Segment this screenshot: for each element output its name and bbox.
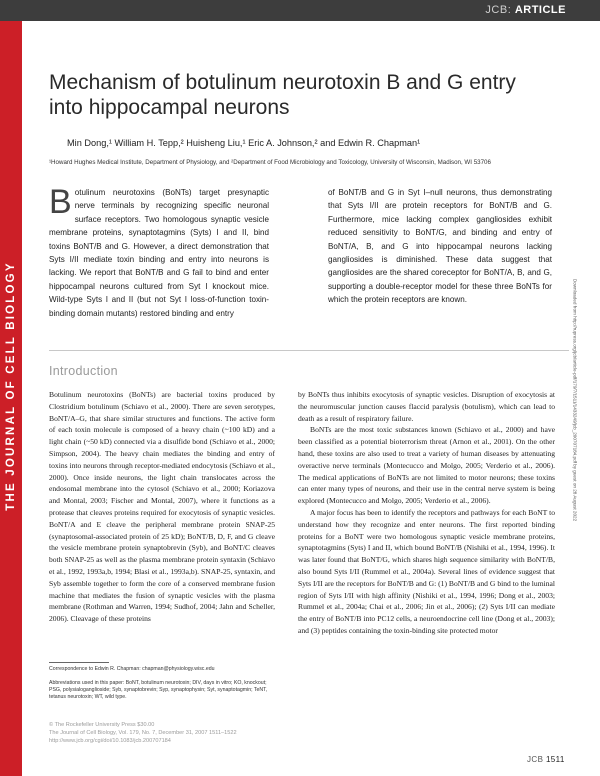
intro-left-column: Botulinum neurotoxins (BoNTs) are bacterial toxins produced by Clostridium botulinum (Schiavo et al., 2000). There are seven serotypes, BoNT/A–G, that share similar structures and functions. The active form of each toxin molecule is composed of a heavy chain (~100 kD) and a light chain (~50 kD) connected via a disulfide bond (Schiavo et al., 2000; Simpson, 2004). The heavy chain mediates the binding and entry of toxins into neurons through receptor-mediated endocytosis (Schiavo et al., 2000). Once inside neurons, the light chain translocates across the endosomal membrane into the cytosol (Schiavo et al., 2000; Koriazova and Montal, 2003; Fischer and Montal, 2007), where it functions as a protease that cleaves proteins required for exocytosis of synaptic vesicles. BoNT/A and E cleave the peripheral membrane protein SNAP-25 (synaptosomal-associated protein of 25 kD); BoNT/B, D, F, and G cleave the vesicle membrane protein synaptobrevin (Syb), and BoNT/C cleaves both SNAP-25 as well as the plasma membrane protein syntaxin (Schiavo et al., 1992, 1993a,b, 1994; Blasi et al., 1993a,b). SNAP-25, syntaxin, and Syb assemble together to form the core of a conserved membrane fusion machine that mediates the fusion of synaptic vesicles with the plasma membrane (Rothman and Warren, 1994; Sudhof, 2004; Jahn and Scheller, 2006). Cleavage of these proteins (49, 390, 275, 624)
copyright-line: © The Rockefeller University Press $30.00 (49, 722, 155, 728)
section-divider (49, 350, 569, 351)
journal-sidebar (0, 21, 22, 776)
abstract-right: of BoNT/B and G in Syt I–null neurons, thus demonstrating that Syts I/II are protein receptors for BoNT/B and G. Furthermore, mice lacking complex gangliosides exhibit reduced sensitivity to BoNT/G, and binding and entry of BoNT/A, B, and G into hippocampal neurons lacking gangliosides is diminished. These data suggest that gangliosides are the shared coreceptor for BoNT/A, B, and G, supporting a double-receptor model for these three BoNTs for which the protein receptors are known. (328, 188, 552, 305)
copyright-block (49, 722, 237, 745)
header-bar (0, 0, 600, 21)
intro-right-column (298, 389, 555, 637)
doi-link[interactable]: http://www.jcb.org/cgi/doi/10.1083/jcb.200707184 (49, 737, 171, 744)
correspondence-note: Correspondence to Edwin R. Chapman: chapman@physiology.wisc.edu (49, 666, 215, 672)
page-label: JCB (527, 755, 544, 764)
intro-paragraph: by BoNTs thus inhibits exocytosis of synaptic vesicles. Disruption of exocytosis at the neuromuscular junction causes flaccid paralysis (botulism), which can lead to death as a result of respiratory failure. (298, 390, 555, 423)
drop-cap: B (49, 183, 72, 221)
affiliations: ¹Howard Hughes Medical Institute, Department of Physiology, and ²Department of Food Microbiology and Toxicology, University of Wisconsin, Madison, WI 53706 (49, 159, 491, 166)
journal-abbrev: JCB: (485, 4, 512, 16)
abstract-left (49, 183, 269, 320)
page-number: 1511 (545, 755, 565, 764)
abbreviations-note: Abbreviations used in this paper: BoNT, botulinum neurotoxin; DIV, days in vitro; KO, knockout; PSG, polysialoganglioside; Syb, synaptobrevin; Syp, synaptophysin; Syt, synaptotagmin; TeNT, tetanus neurotoxin; WT, wild type. (49, 680, 268, 701)
citation-line: The Journal of Cell Biology, Vol. 179, No. 7, December 31, 2007 1511–1522 (49, 729, 237, 736)
journal-name: THE JOURNAL OF CELL BIOLOGY (5, 261, 17, 511)
author-list: Min Dong,¹ William H. Tepp,² Huisheng Liu,¹ Eric A. Johnson,² and Edwin R. Chapman¹ (67, 138, 421, 148)
article-type: ARTICLE (514, 4, 566, 16)
download-note: Downloaded from http://rupress.org/jcb/article-pdf/179/7/1511/1433249/jcb_200707184.pdf by guest on 28 August 2022 (572, 278, 578, 522)
introduction-heading: Introduction (49, 364, 118, 378)
abstract-left-text: otulinum neurotoxins (BoNTs) target presynaptic nerve terminals by recognizing specific neuronal surface receptors. Two homologous synaptic vesicle membrane proteins, synaptotagmins (Syts) I and II, bind toxins BoNT/B and G. However, a direct demonstration that Syts I/II mediate toxin binding and entry into neurons is lacking. We report that BoNT/B and G fail to bind and enter hippocampal neurons cultured from Syt I knockout mice. Wild-type Syts I and II (but not Syt I loss-of-function toxin-binding domain mutants) restored binding and entry (49, 188, 269, 318)
article-title: Mechanism of botulinum neurotoxin B and G entry into hippocampal neurons (49, 71, 516, 119)
page-footer (527, 755, 565, 764)
intro-paragraph: A major focus has been to identify the receptors and pathways for each BoNT to understand how they recognize and enter neurons. The first reported binding proteins for a BoNT were two homologous synaptic vesicle membrane proteins, synaptotagmins (Syts) I and II, which bound BoNT/B (Nishiki et al., 1994, 1996). It was later found that BoNT/G, which shares high sequence similarity with BoNT/B, also bound Syts I/II (Rummel et al., 2004a). Several lines of evidence suggest that Syts I/II are the receptors for BoNT/B and G: (1) BoNT/B and G bind to the luminal region of Syts I/II with high affinity (Nishiki et al., 1994, 1996; Dong et al., 2003; Rummel et al., 2004a; Chai et al., 2006; Jin et al., 2006); (2) Syts I/II can mediate the entry of BoNT/B into PC12 cells, a neuroendocrine cell line (Dong et al., 2003); and (3) peptides containing the toxin-binding site protected motor (298, 507, 555, 635)
intro-paragraph: BoNTs are the most toxic substances known (Schiavo et al., 2000) and have been classified as a potential bioterrorism threat (Arnon et al., 2001). On the other hand, these toxins are also used to treat a variety of human diseases by attenuating overactive nerve terminals (Montecucco and Molgo, 2005; Verderio et al., 2006). The medical applications of BoNTs are not limited to motor neurons; these toxins can enter many types of neurons, and their use in the central nerve system is being explored (Montecucco and Molgo, 2005; Verderio et al., 2006). (298, 425, 555, 506)
footnote-divider (49, 662, 109, 663)
journal-article-label (485, 4, 566, 16)
